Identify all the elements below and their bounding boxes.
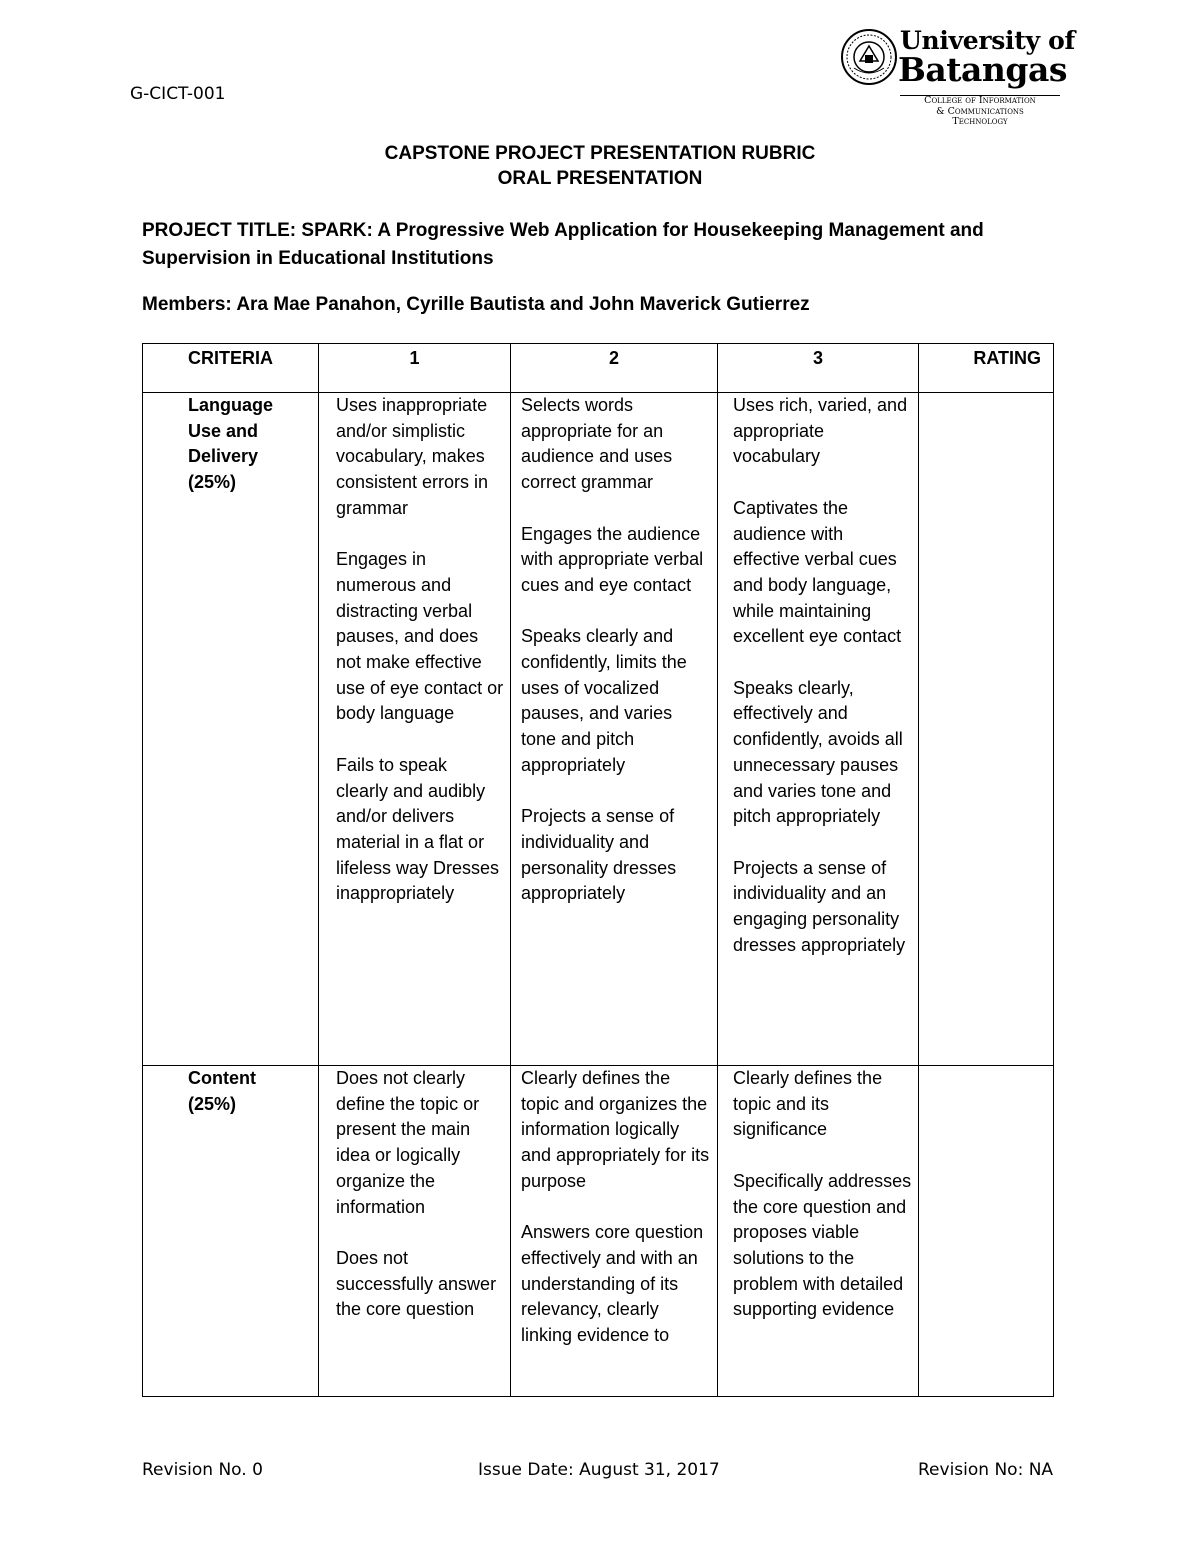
footer-issue-date: Issue Date: August 31, 2017 xyxy=(478,1460,720,1480)
table-header-row xyxy=(143,344,1054,393)
level-3-description xyxy=(718,393,919,1066)
logo-batangas: Batangas xyxy=(898,50,1067,89)
description-paragraph: Clearly defines the topic and its significance xyxy=(733,1068,883,1140)
university-seal-icon xyxy=(840,28,898,86)
description-paragraph: Engages in numerous and distracting verbal pauses, and does not make effective use of eye contact or body language xyxy=(336,549,504,724)
rubric-title: CAPSTONE PROJECT PRESENTATION RUBRIC xyxy=(384,143,816,164)
criteria-content: Content (25%) xyxy=(143,1066,319,1397)
level-2-description xyxy=(511,393,718,1066)
logo-college-name xyxy=(900,96,1060,128)
header-level-2: 2 xyxy=(511,344,718,393)
description-paragraph: Captivates the audience with effective verbal cues and body language, while maintaining excellent eye contact xyxy=(733,497,902,647)
description-paragraph: Uses inappropriate and/or simplistic vocabulary, makes consistent errors in grammar xyxy=(336,395,489,518)
footer-revision-na: Revision No: NA xyxy=(918,1460,1054,1480)
rubric-table xyxy=(142,343,1054,1397)
description-paragraph: Speaks clearly and confidently, limits the uses of vocalized pauses, and varies tone and pitch appropriately xyxy=(521,626,687,775)
table-row xyxy=(143,393,1054,1066)
header-criteria: CRITERIA xyxy=(143,344,319,393)
project-members: Members: Ara Mae Panahon, Cyrille Bautista and John Maverick Gutierrez xyxy=(142,294,810,315)
description-paragraph: Does not clearly define the topic or present the main idea or logically organize the information xyxy=(336,1068,480,1217)
document-code: G-CICT-001 xyxy=(130,84,226,104)
description-paragraph: Clearly defines the topic and organizes the information logically and appropriately for its purpose xyxy=(521,1068,710,1191)
description-paragraph: Engages the audience with appropriate verbal cues and eye contact xyxy=(521,523,704,595)
level-2-description xyxy=(511,1066,718,1397)
logo-college-line2: & Communications xyxy=(936,105,1024,117)
rating-cell[interactable] xyxy=(919,1066,1054,1397)
table-row xyxy=(143,1066,1054,1397)
level-3-description xyxy=(718,1066,919,1397)
level-1-description xyxy=(319,393,511,1066)
description-paragraph: Answers core question effectively and with an understanding of its relevancy, clearly linking evidence to xyxy=(521,1222,704,1346)
footer-revision-no: Revision No. 0 xyxy=(142,1460,263,1480)
logo-university-of: University of xyxy=(900,26,1075,55)
rating-cell[interactable] xyxy=(919,393,1054,1066)
logo-college-line1: College of Information xyxy=(924,95,1036,106)
level-1-description xyxy=(319,1066,511,1397)
university-logo xyxy=(840,26,1075,128)
rubric-subtitle: ORAL PRESENTATION xyxy=(497,168,703,189)
description-paragraph: Does not successfully answer the core question xyxy=(336,1247,497,1320)
description-paragraph: Fails to speak clearly and audibly and/or delivers material in a flat or lifeless way Dresses inappropriately xyxy=(336,754,500,904)
header-rating: RATING xyxy=(919,344,1054,393)
description-paragraph: Projects a sense of individuality and personality dresses appropriately xyxy=(521,806,677,904)
logo-college-line3: Technology xyxy=(952,116,1008,127)
description-paragraph: Speaks clearly, effectively and confidently, avoids all unnecessary pauses and varies tone and pitch appropriately xyxy=(733,677,903,827)
description-paragraph: Uses rich, varied, and appropriate vocabulary xyxy=(733,395,908,467)
project-title: PROJECT TITLE: SPARK: A Progressive Web Application for Housekeeping Management and Supervision in Educational Institutions xyxy=(142,220,984,269)
description-paragraph: Selects words appropriate for an audience and uses correct grammar xyxy=(521,395,673,493)
description-paragraph: Specifically addresses the core question and proposes viable solutions to the problem with detailed supporting evidence xyxy=(733,1170,912,1320)
header-level-1: 1 xyxy=(319,344,511,393)
header-level-3: 3 xyxy=(718,344,919,393)
criteria-language-use: Language Use and Delivery (25%) xyxy=(143,393,319,1066)
description-paragraph: Projects a sense of individuality and an engaging personality dresses appropriately xyxy=(733,857,906,955)
